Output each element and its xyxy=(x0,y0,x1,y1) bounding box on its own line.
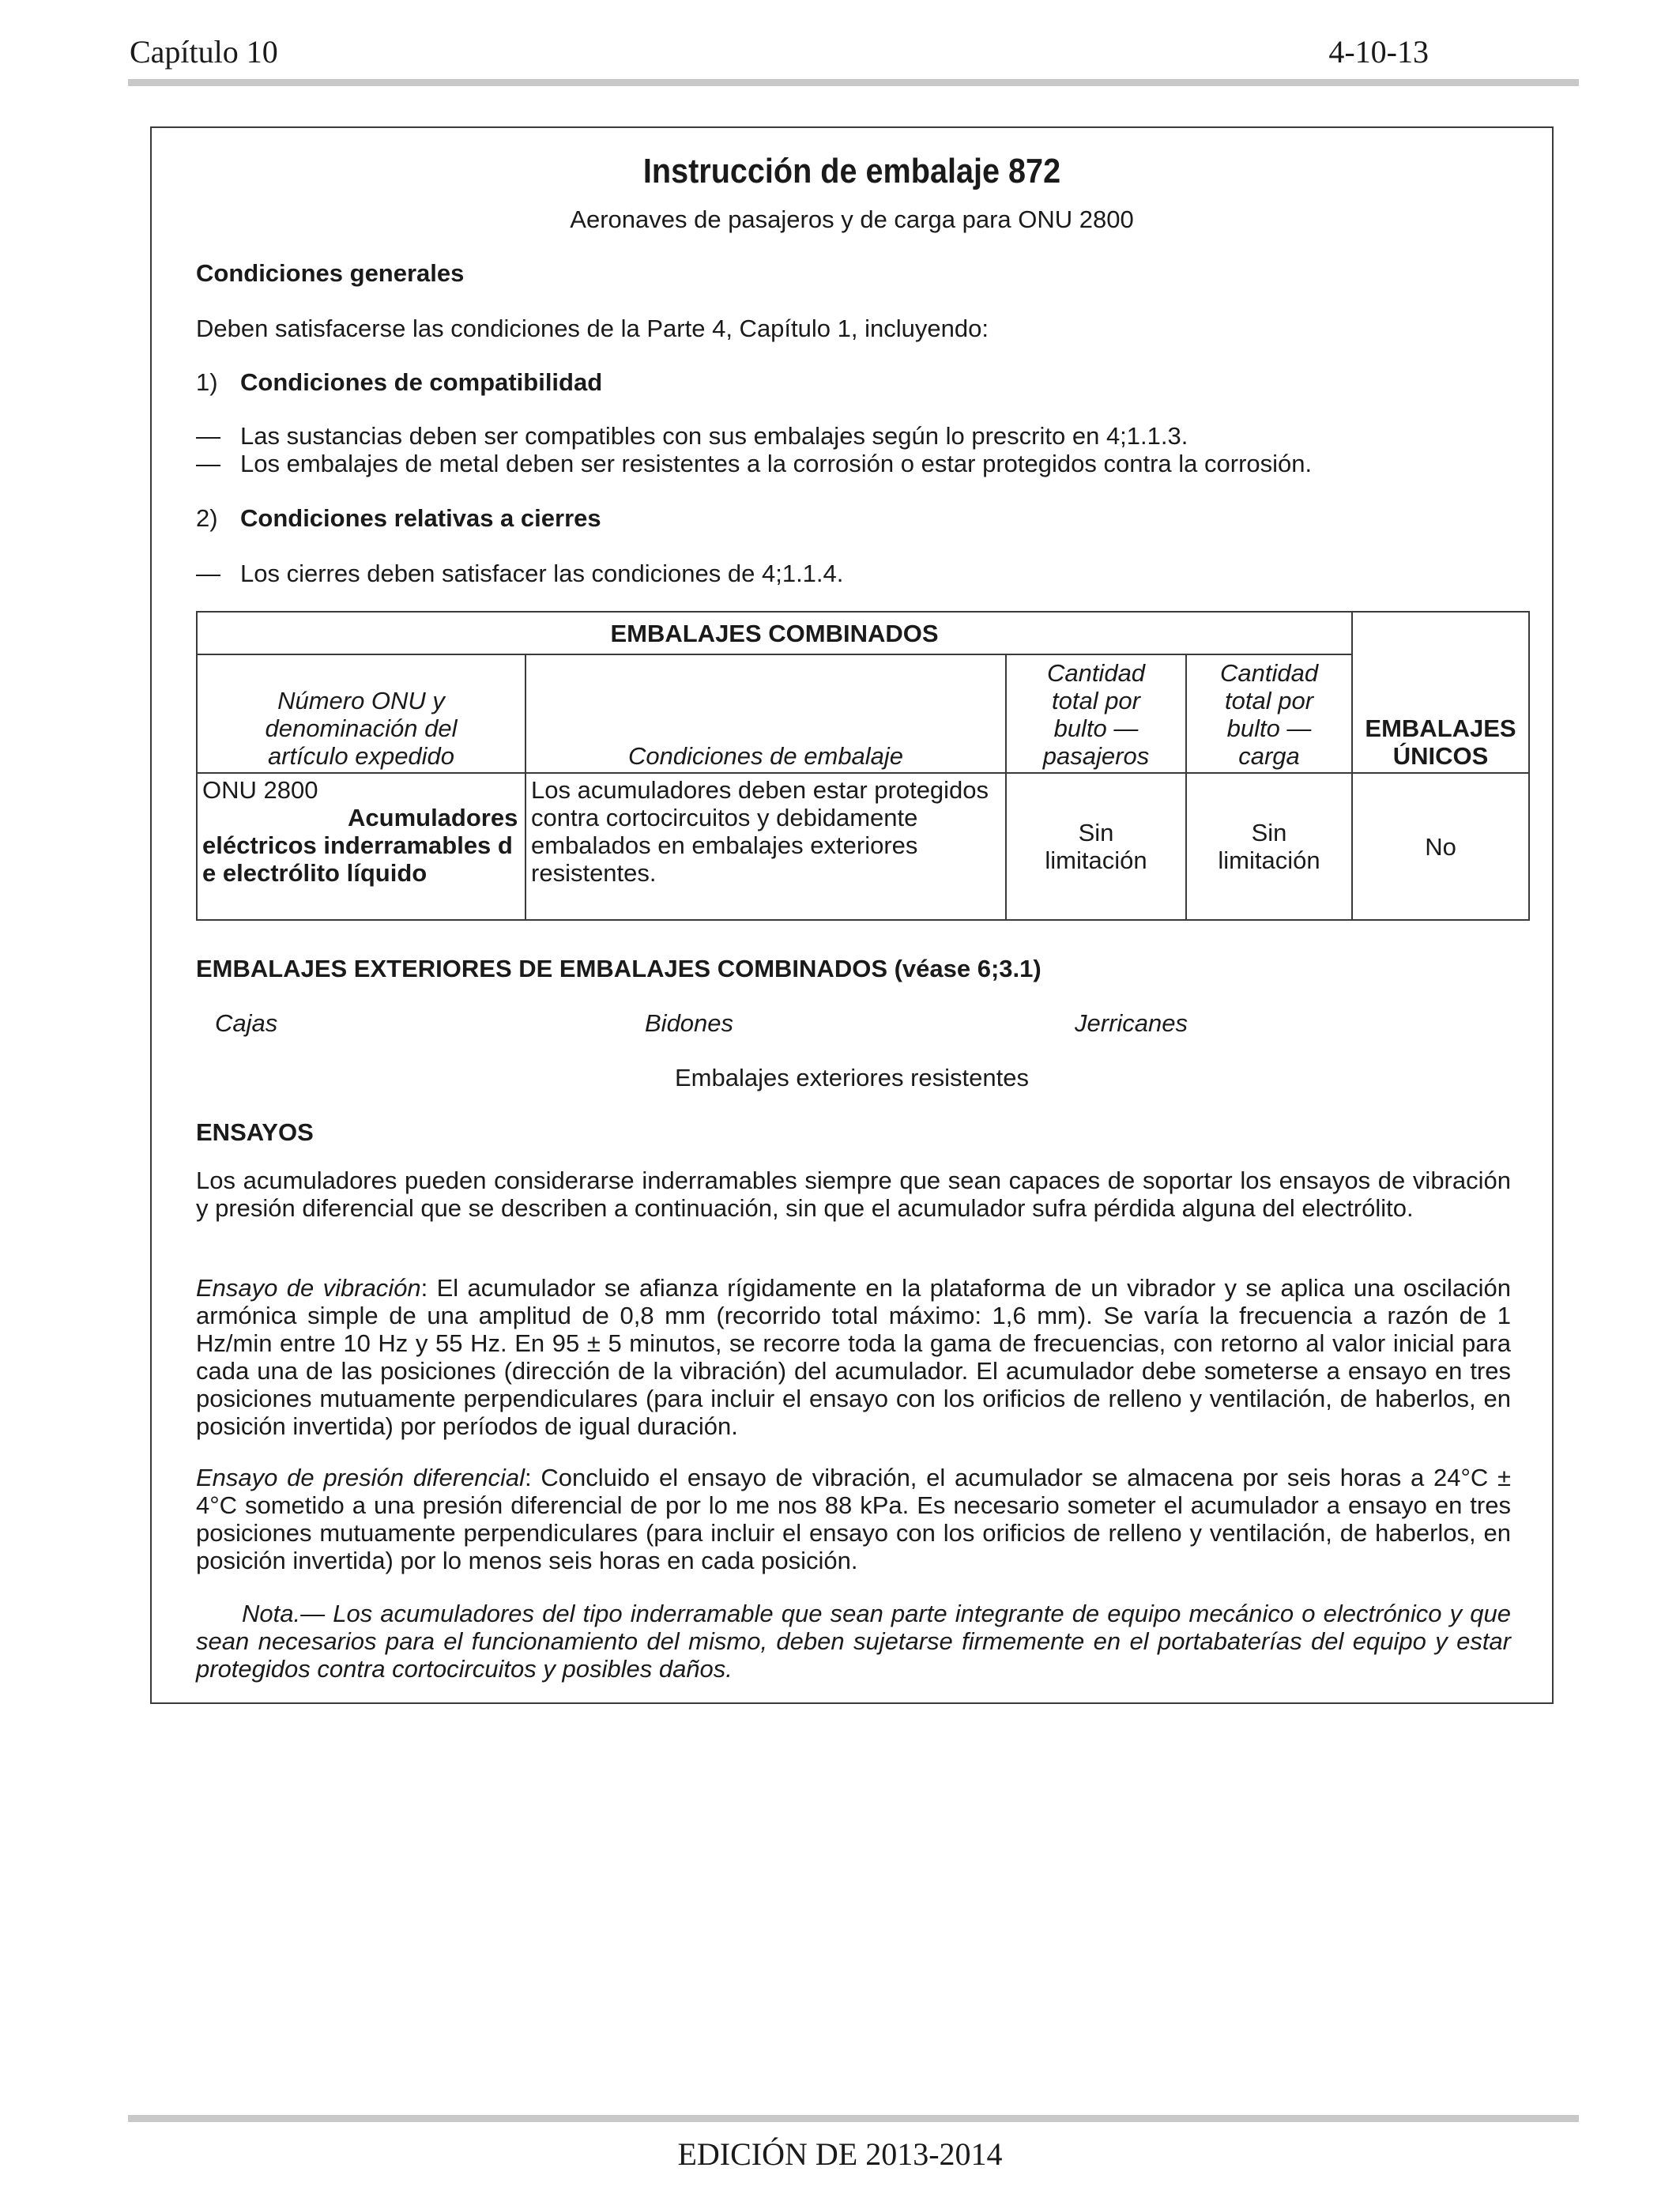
vibration-test-text: : El acumulador se afianza rígidamente en la plataforma de un vibrador y se aplica una oscilación armónica simple de una amplitud de 0,8 mm (recorrido total máximo: 1,6 mm). Se varía la frecuencia a razón de 1 Hz/min entre 10 Hz y 55 Hz. En 95 ± 5 minutos, se recorre toda la gama de frecuencias, con retorno al valor inicial para cada una de las posiciones (dirección de la vibración) del acumulador. El acumulador debe someterse a ensayo en tres posiciones mutuamente perpendiculares (para incluir el ensayo con los orificios de relleno y ventilación, de haberlos, en posición invertida) por períodos de igual duración. xyxy=(196,1274,1511,1440)
qty-passenger-column-header: Cantidad total por bulto — pasajeros xyxy=(1006,654,1186,773)
condition-2-item xyxy=(196,560,843,588)
dash-bullet: — xyxy=(196,450,220,477)
un-cell xyxy=(197,773,525,920)
pressure-test-text: : Concluido el ensayo de vibración, el acumulador se almacena por seis horas a 24°C ± 4°C sometido a una presión diferencial de por lo me nos 88 kPa. Es necesario someter el acumulador a ensayo en tres posiciones mutuamente perpendiculares (para incluir el ensayo con los orificios de relleno y ventilación, de haberlos, en posición invertida) por lo menos seis horas en cada posición. xyxy=(196,1464,1511,1574)
condition-1 xyxy=(196,368,602,397)
combined-packaging-header: EMBALAJES COMBINADOS xyxy=(197,612,1352,654)
packing-instruction-box xyxy=(150,126,1554,1704)
single-packaging-header: EMBALAJES ÚNICOS xyxy=(1352,612,1529,773)
page-number: 4-10-13 xyxy=(1328,34,1429,70)
qty-cargo-cell: Sin limitación xyxy=(1186,773,1352,920)
footer-rule xyxy=(128,2115,1579,2122)
outer-packaging-caption: Embalajes exteriores resistentes xyxy=(675,1064,1029,1091)
pressure-test-paragraph xyxy=(196,1464,1511,1574)
condition-1-heading: Condiciones de compatibilidad xyxy=(240,368,603,396)
outer-type-drums: Bidones xyxy=(645,1009,734,1037)
outer-packaging-heading: EMBALAJES EXTERIORES DE EMBALAJES COMBINADOS (véase 6;3.1) xyxy=(196,955,1042,982)
general-conditions-intro: Deben satisfacerse las condiciones de la Parte 4, Capítulo 1, incluyendo: xyxy=(196,315,989,342)
conditions-cell: Los acumuladores deben estar protegidos contra cortocircuitos y debidamente embalados en embalajes exteriores resistentes. xyxy=(525,773,1006,920)
table-row xyxy=(197,773,1529,920)
condition-1-item xyxy=(196,450,1312,478)
qty-passenger-cell: Sin limitación xyxy=(1006,773,1186,920)
header-rule xyxy=(128,79,1579,86)
vibration-test-label: Ensayo de vibración xyxy=(196,1274,421,1302)
condition-1-item xyxy=(196,422,1188,450)
single-packaging-cell: No xyxy=(1352,773,1529,920)
condition-2-heading: Condiciones relativas a cierres xyxy=(240,504,601,532)
condition-1-number: 1) xyxy=(196,368,218,396)
vibration-test-paragraph xyxy=(196,1274,1511,1440)
chapter-label: Capítulo 10 xyxy=(130,34,278,70)
un-number-column-header: Número ONU y denominación del artículo expedido xyxy=(197,654,525,773)
condition-2-number: 2) xyxy=(196,504,218,532)
instruction-subtitle: Aeronaves de pasajeros y de carga para ONU 2800 xyxy=(570,205,1134,233)
tests-intro: Los acumuladores pueden considerarse inderramables siempre que sean capaces de soportar los ensayos de vibración y presión diferencial que se describen a continuación, sin que el acumulador sufra pérdida alguna del electrólito. xyxy=(196,1167,1511,1222)
general-conditions-heading: Condiciones generales xyxy=(196,259,465,287)
outer-type-boxes: Cajas xyxy=(215,1009,278,1037)
dash-bullet: — xyxy=(196,422,220,450)
instruction-title: Instrucción de embalaje 872 xyxy=(642,152,1061,190)
condition-2 xyxy=(196,504,601,533)
condition-1-item-text: Las sustancias deben ser compatibles con sus embalajes según lo prescrito en 4;1.1.3. xyxy=(240,422,1188,450)
condition-1-item-text: Los embalajes de metal deben ser resistentes a la corrosión o estar protegidos contra la corrosión. xyxy=(240,450,1313,477)
outer-type-jerricans: Jerricanes xyxy=(1075,1009,1188,1037)
pressure-test-label: Ensayo de presión diferencial xyxy=(196,1464,525,1491)
dash-bullet: — xyxy=(196,560,220,587)
combined-packaging-table xyxy=(196,611,1530,921)
qty-cargo-column-header: Cantidad total por bulto — carga xyxy=(1186,654,1352,773)
un-proper-name: Acumuladores eléctricos inderramables de electrólito líquido xyxy=(202,804,518,887)
edition-footer: EDICIÓN DE 2013-2014 xyxy=(677,2136,1003,2172)
note-paragraph: Nota.— Los acumuladores del tipo inderramable que sean parte integrante de equipo mecánico o electrónico y que sean necesarios para el funcionamiento del mismo, deben sujetarse firmemente en el portabaterías del equipo y estar protegidos contra cortocircuitos y posibles daños. xyxy=(196,1600,1511,1683)
un-number: ONU 2800 xyxy=(202,776,318,804)
tests-heading: ENSAYOS xyxy=(196,1118,314,1146)
conditions-column-header: Condiciones de embalaje xyxy=(525,654,1006,773)
condition-2-item-text: Los cierres deben satisfacer las condiciones de 4;1.1.4. xyxy=(240,560,844,587)
